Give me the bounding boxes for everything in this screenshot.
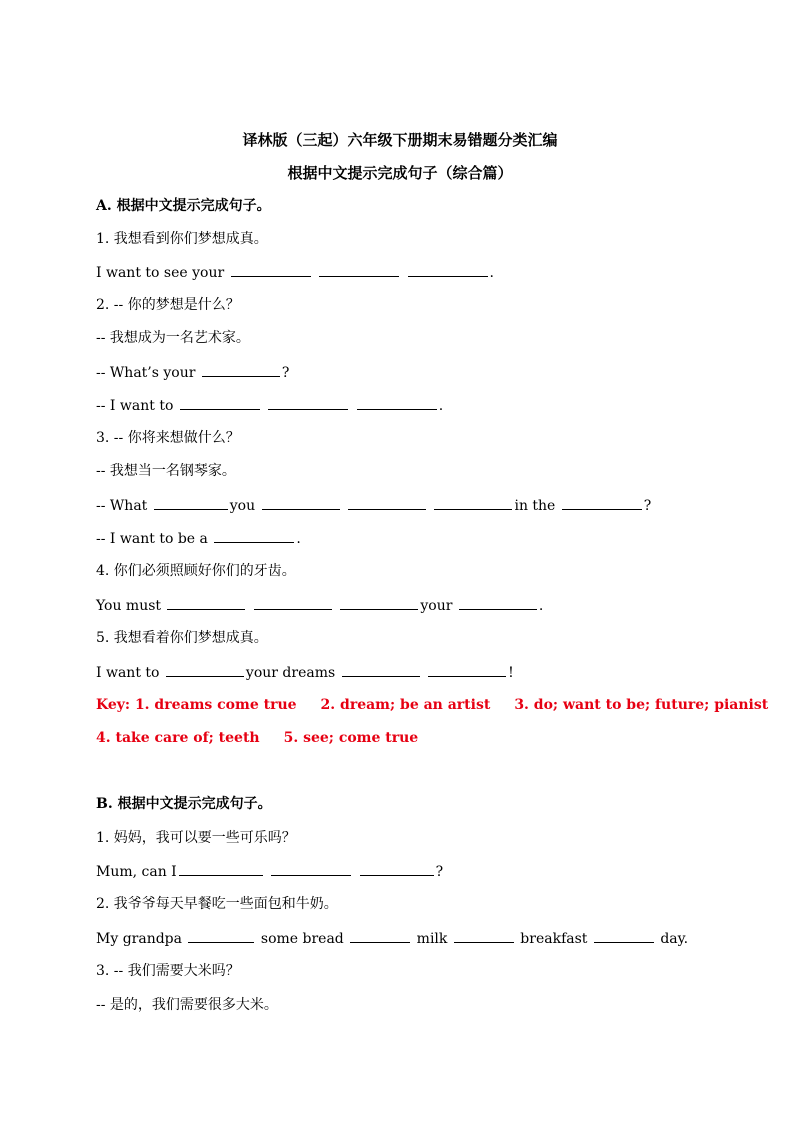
answer-blank[interactable] — [340, 595, 418, 610]
answer-key-1: Key: 1. dreams come true — [96, 697, 297, 713]
a-q5-chinese: 5. 我想看着你们梦想成真。 — [96, 630, 268, 646]
answer-blank[interactable] — [350, 928, 410, 943]
b-q2-text-w2: milk — [416, 931, 448, 947]
a-q1-english — [96, 262, 494, 283]
a-q3-text-end: ? — [643, 498, 652, 514]
a-q3b-text-start: -- I want to be a — [96, 531, 208, 547]
a-q2-text-end: ? — [281, 365, 290, 381]
answer-key-3: 3. do; want to be; future; pianist — [514, 697, 769, 713]
answer-blank[interactable] — [459, 595, 537, 610]
answer-blank[interactable] — [342, 662, 420, 677]
a-q1-chinese: 1. 我想看到你们梦想成真。 — [96, 231, 268, 247]
a-q2-text-start: -- What’s your — [96, 365, 196, 381]
b-q2-text-w1: some bread — [260, 931, 344, 947]
a-q5-text-start: I want to — [96, 665, 160, 681]
b-q1-text-end: ? — [435, 864, 444, 880]
b-q3-chinese-answer: -- 是的，我们需要很多大米。 — [96, 997, 278, 1013]
a-q4-text-mid: your — [420, 598, 453, 614]
a-q1-text-start: I want to see your — [96, 265, 225, 281]
document-title: 译林版（三起）六年级下册期末易错题分类汇编 — [242, 131, 558, 149]
answer-blank[interactable] — [188, 928, 254, 943]
a-q1-text-end: . — [489, 265, 494, 281]
a-q3-chinese: 3. -- 你将来想做什么？ — [96, 430, 240, 446]
b-q1-text-start: Mum, can I — [96, 864, 177, 880]
a-q5-english — [96, 662, 514, 683]
answer-blank[interactable] — [408, 262, 488, 277]
a-q3-text-mid2: in the — [514, 498, 556, 514]
answer-blank[interactable] — [262, 495, 340, 510]
answer-blank[interactable] — [180, 395, 260, 410]
a-q2-english-1 — [96, 362, 289, 383]
a-q2-chinese: 2. -- 你的梦想是什么？ — [96, 297, 240, 313]
answer-blank[interactable] — [231, 262, 311, 277]
answer-blank[interactable] — [268, 395, 348, 410]
answer-blank[interactable] — [214, 528, 294, 543]
a-q2b-text-end: . — [438, 398, 444, 414]
b-q2-text-end: day. — [660, 931, 689, 947]
answer-blank[interactable] — [167, 595, 245, 610]
answer-blank[interactable] — [594, 928, 654, 943]
a-q3-text-mid1: you — [229, 498, 256, 514]
answer-blank[interactable] — [271, 861, 351, 876]
section-a-heading: A. 根据中文提示完成句子。 — [96, 198, 271, 214]
b-q2-text-w3: breakfast — [520, 931, 588, 947]
answer-blank[interactable] — [254, 595, 332, 610]
a-q5-text-mid: your dreams — [245, 665, 336, 681]
b-q1-chinese: 1. 妈妈，我可以要一些可乐吗？ — [96, 830, 296, 846]
section-b-heading: B. 根据中文提示完成句子。 — [96, 796, 272, 812]
a-q3-english-1 — [96, 495, 651, 516]
b-q3-chinese: 3. -- 我们需要大米吗？ — [96, 963, 240, 979]
a-q5-text-end: ! — [508, 665, 514, 681]
answer-blank[interactable] — [166, 662, 244, 677]
answer-blank[interactable] — [202, 362, 280, 377]
a-q2b-text-start: -- I want to — [96, 398, 174, 414]
a-q4-english — [96, 595, 543, 616]
document-subtitle: 根据中文提示完成句子（综合篇） — [287, 164, 513, 182]
answer-blank[interactable] — [454, 928, 514, 943]
a-q3-chinese-answer: -- 我想当一名钢琴家。 — [96, 463, 236, 479]
a-q3-text-start: -- What — [96, 498, 148, 514]
answer-blank[interactable] — [348, 495, 426, 510]
answer-key-line-2 — [96, 728, 418, 748]
b-q2-chinese: 2. 我爷爷每天早餐吃一些面包和牛奶。 — [96, 896, 338, 912]
answer-blank[interactable] — [428, 662, 506, 677]
answer-key-4: 4. take care of; teeth — [96, 730, 260, 746]
a-q4-text-start: You must — [96, 598, 162, 614]
answer-key-5: 5. see; come true — [283, 730, 419, 746]
answer-blank[interactable] — [179, 861, 263, 876]
b-q1-english — [96, 861, 443, 882]
a-q3b-text-end: . — [296, 531, 301, 547]
b-q2-text-start: My grandpa — [96, 931, 182, 947]
answer-blank[interactable] — [357, 395, 437, 410]
answer-blank[interactable] — [434, 495, 512, 510]
answer-blank[interactable] — [319, 262, 399, 277]
b-q2-english — [96, 928, 688, 949]
answer-blank[interactable] — [154, 495, 228, 510]
a-q2-english-2 — [96, 395, 443, 416]
a-q4-text-end: . — [538, 598, 544, 614]
answer-blank[interactable] — [360, 861, 434, 876]
answer-key-2: 2. dream; be an artist — [320, 697, 491, 713]
a-q4-chinese: 4. 你们必须照顾好你们的牙齿。 — [96, 563, 296, 579]
a-q3-english-2 — [96, 528, 301, 549]
a-q2-chinese-answer: -- 我想成为一名艺术家。 — [96, 330, 250, 346]
answer-key-line-1 — [96, 695, 768, 715]
answer-blank[interactable] — [562, 495, 642, 510]
